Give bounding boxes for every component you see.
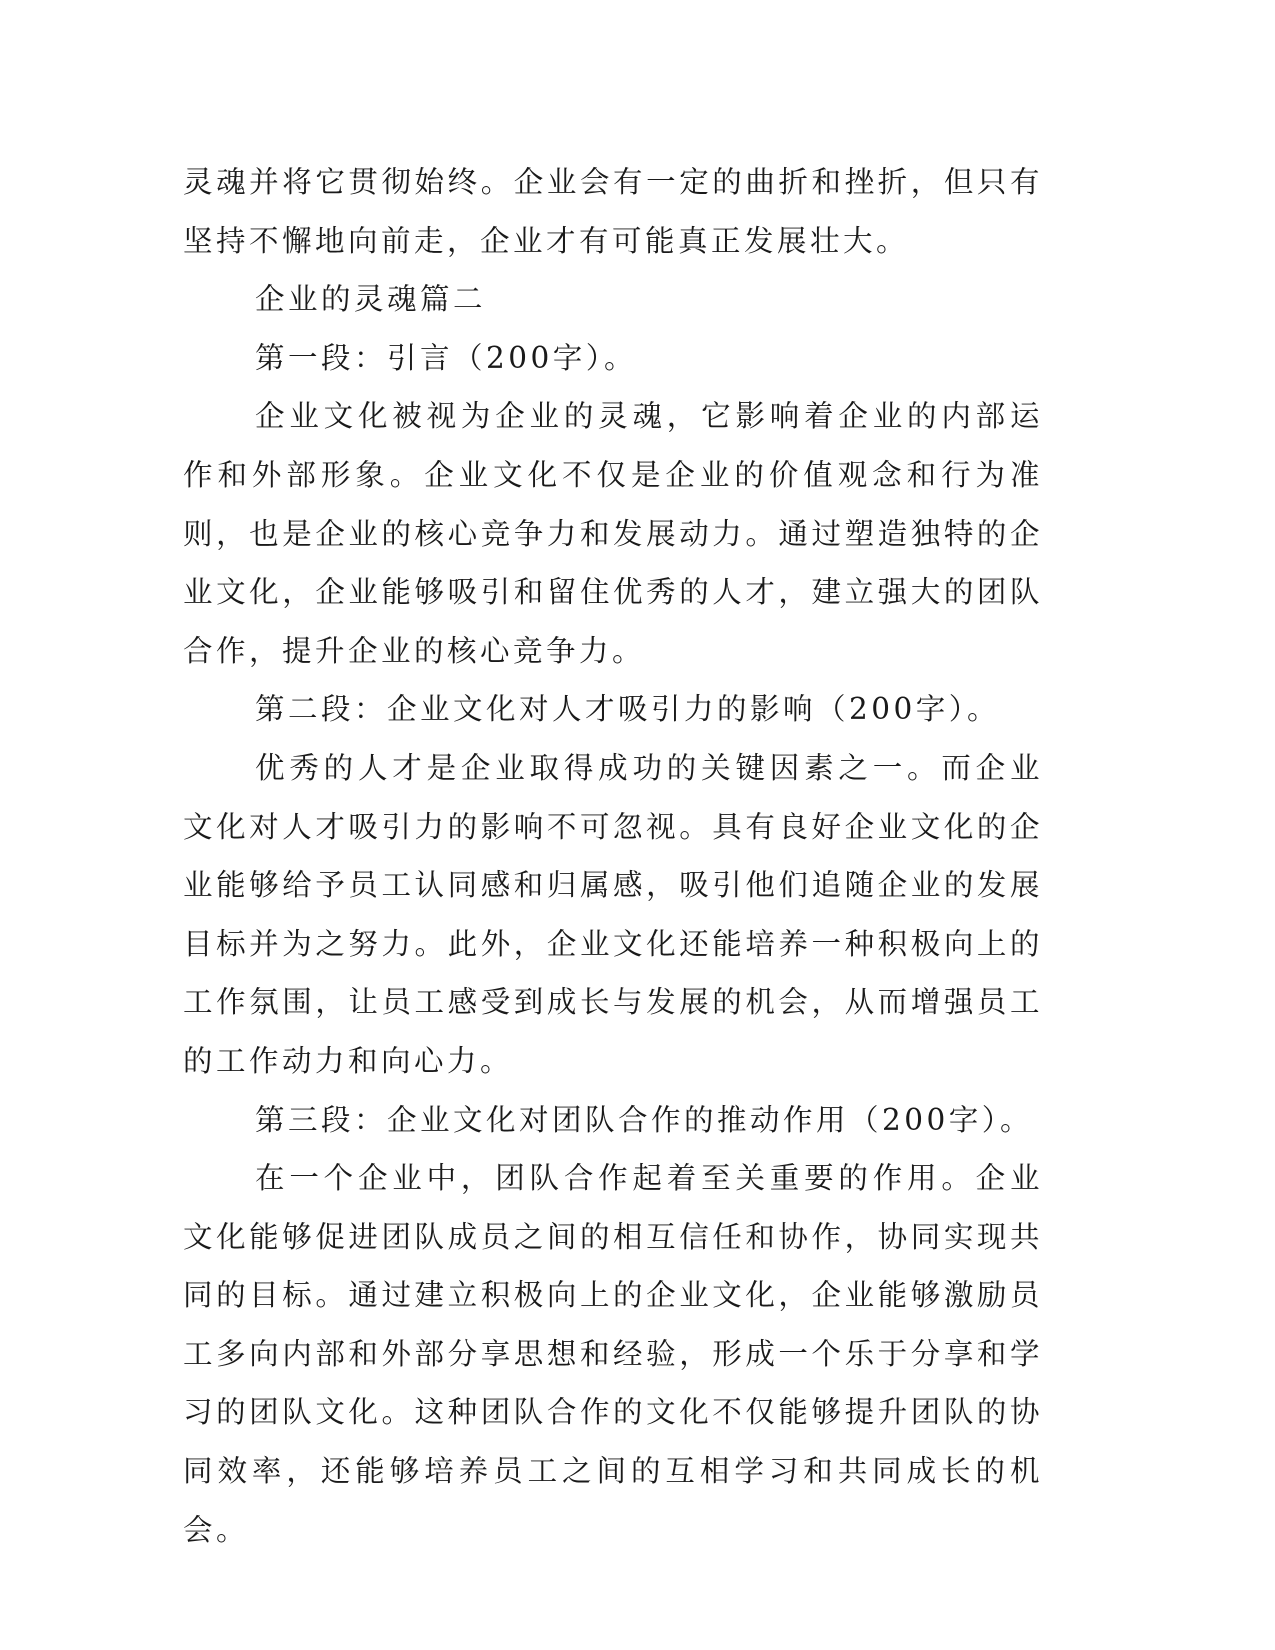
document-body [183, 153, 1043, 1559]
section-heading-3: 第三段：企业文化对团队合作的推动作用（200字）。 [255, 1102, 1034, 1137]
section-title: 企业的灵魂篇二 [255, 282, 487, 317]
paragraph-body-1: 企业文化被视为企业的灵魂，它影响着企业的内部运作和外部形象。企业文化不仅是企业的价值观念和行为准则，也是企业的核心竞争力和发展动力。通过塑造独特的企业文化，企业能够吸引和留住优秀的人才，建立强大的团队合作，提升企业的核心竞争力。 [183, 399, 1043, 668]
section-heading-2: 第二段：企业文化对人才吸引力的影响（200字）。 [255, 692, 1001, 727]
paragraph-continuation: 灵魂并将它贯彻始终。企业会有一定的曲折和挫折，但只有坚持不懈地向前走，企业才有可能真正发展壮大。 [183, 165, 1043, 258]
paragraph-body-2: 优秀的人才是企业取得成功的关键因素之一。而企业文化对人才吸引力的影响不可忽视。具有良好企业文化的企业能够给予员工认同感和归属感，吸引他们追随企业的发展目标并为之努力。此外，企业文化还能培养一种积极向上的工作氛围，让员工感受到成长与发展的机会，从而增强员工的工作动力和向心力。 [183, 750, 1043, 1078]
section-heading-1: 第一段：引言（200字）。 [255, 340, 638, 375]
paragraph-body-3: 在一个企业中，团队合作起着至关重要的作用。企业文化能够促进团队成员之间的相互信任和协作，协同实现共同的目标。通过建立积极向上的企业文化，企业能够激励员工多向内部和外部分享思想和经验，形成一个乐于分享和学习的团队文化。这种团队合作的文化不仅能够提升团队的协同效率，还能够培养员工之间的互相学习和共同成长的机会。 [183, 1161, 1043, 1547]
